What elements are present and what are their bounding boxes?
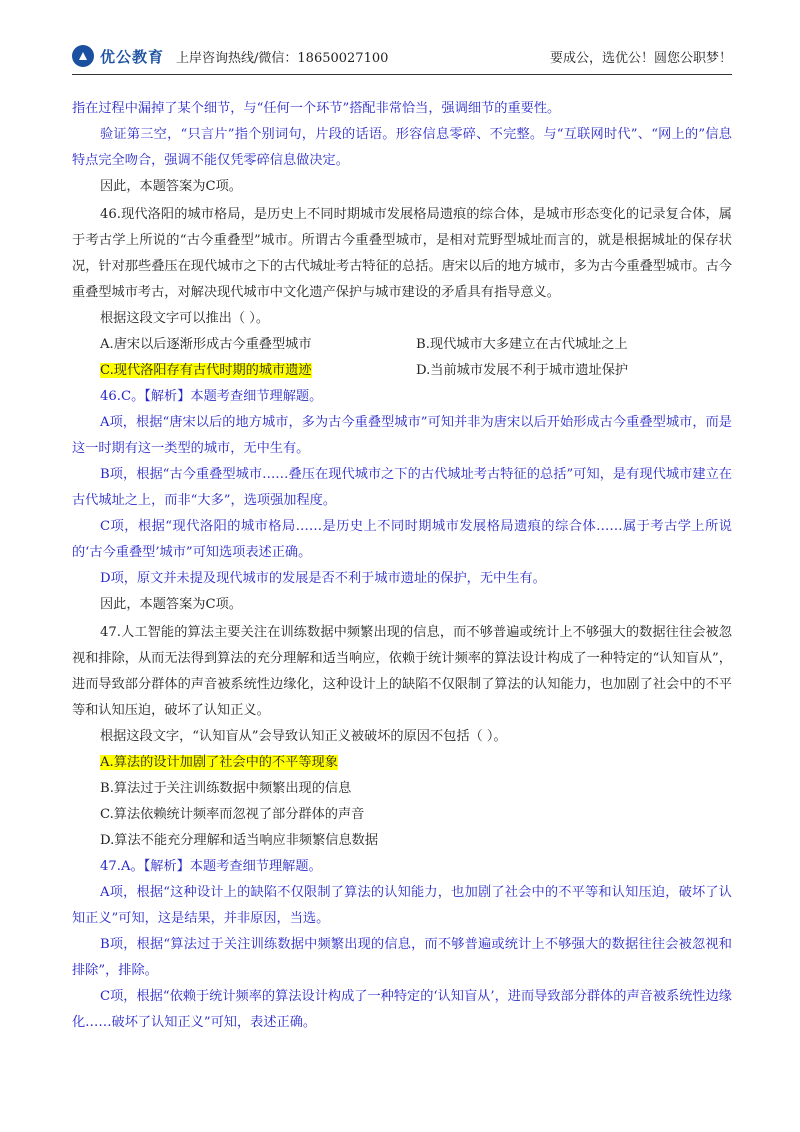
answer-47: 47.A。【解析】本题考查细节理解题。: [100, 859, 322, 874]
page-header: [72, 38, 732, 75]
explanation-paragraph: 验证第三空，“只言片”指个别词句，片段的话语。形容信息零碎、不完整。与“互联网时代”、“网上的”信息特点完全吻合，强调不能仅凭零碎信息做决定。: [72, 127, 732, 168]
option-d: D.算法不能充分理解和适当响应非频繁信息数据: [100, 833, 379, 848]
option-c: C.算法依赖统计频率而忽视了部分群体的声音: [100, 807, 365, 822]
option-b: B.算法过于关注训练数据中频繁出现的信息: [100, 781, 352, 796]
conclusion-text: 因此，本题答案为C项。: [100, 597, 242, 612]
explanation-a: A项，根据“这种设计上的缺陷不仅限制了算法的认知能力，也加剧了社会中的不平等和认知压迫，破坏了认知正义”可知，这是结果，并非原因，当选。: [72, 885, 732, 926]
explanation-b: B项，根据“古今重叠型城市……叠压在现代城市之下的古代城址考古特征的总括”可知，是有现代城市建立在古代城址之上，而非“大多”，选项强加程度。: [72, 467, 732, 508]
conclusion-text: 因此，本题答案为C项。: [100, 179, 242, 194]
slogan-text: 要成公，选优公！圆您公职梦！: [549, 50, 732, 66]
question-47-stem: 47.人工智能的算法主要关注在训练数据中频繁出现的信息，而不够普遍或统计上不够强大的数据往往会被忽视和排除，从而无法得到算法的充分理解和适当响应，依赖于统计频率的算法设计构成了一种特定的“认知盲从”，进而导致部分群体的声音被系统性边缘化，这种设计上的缺陷不仅限制了算法的认知能力，也加剧了社会中的不平等和认知压迫，破坏了认知正义。: [72, 625, 732, 718]
option-b: B.现代城市大多建立在古代城址之上: [416, 337, 628, 352]
explanation-c: C项，根据“依赖于统计频率的算法设计构成了一种特定的‘认知盲从’，进而导致部分群体的声音被系统性边缘化……破坏了认知正义”可知，表述正确。: [72, 989, 732, 1030]
logo-icon: [72, 45, 94, 67]
option-a-highlighted: A.算法的设计加剧了社会中的不平等现象: [100, 755, 338, 770]
option-a: A.唐宋以后逐渐形成古今重叠型城市: [100, 337, 312, 352]
hotline-text: 上岸咨询热线/微信：18650027100: [176, 50, 389, 66]
explanation-b: B项，根据“算法过于关注训练数据中频繁出现的信息，而不够普遍或统计上不够强大的数据往往会被忽视和排除”，排除。: [72, 937, 732, 978]
question-46-options-row: [72, 358, 732, 384]
option-d: D.当前城市发展不利于城市遗址保护: [416, 363, 629, 378]
question-46-stem: 46.现代洛阳的城市格局，是历史上不同时期城市发展格局遗痕的综合体，是城市形态变化的记录复合体，属于考古学上所说的“古今重叠型”城市。所谓古今重叠型城市，是相对荒野型城址而言的，就是根据城址的保存状况，针对那些叠压在现代城市之下的古代城址考古特征的总括。唐宋以后的地方城市，多为古今重叠型城市。古今重叠型城市考古，对解决现代城市中文化遗产保护与城市建设的矛盾具有指导意义。: [72, 207, 732, 300]
option-c-container: [100, 358, 416, 384]
explanation-a: A项，根据“唐宋以后的地方城市，多为古今重叠型城市”可知并非为唐宋以后开始形成古今重叠型城市，而是这一时期有这一类型的城市，无中生有。: [72, 415, 732, 456]
question-46-prompt: 根据这段文字可以推出（ ）。: [100, 311, 270, 326]
question-47-prompt: 根据这段文字，“认知盲从”会导致认知正义被破坏的原因不包括（ ）。: [100, 729, 507, 744]
brand: [72, 45, 388, 67]
explanation-d: D项，原文并未提及现代城市的发展是否不利于城市遗址的保护，无中生有。: [100, 571, 546, 586]
question-46-options-row: [72, 332, 732, 358]
option-a-container: [72, 750, 732, 776]
page-content: [72, 96, 732, 1036]
answer-46: 46.C。【解析】本题考查细节理解题。: [100, 389, 323, 404]
logo-text: 优公教育: [100, 47, 165, 66]
explanation-c: C项，根据“现代洛阳的城市格局……是历史上不同时期城市发展格局遗痕的综合体……属于考古学上所说的‘古今重叠型’城市”可知选项表述正确。: [72, 519, 732, 560]
explanation-paragraph: 指在过程中漏掉了某个细节，与“任何一个环节”搭配非常恰当，强调细节的重要性。: [72, 101, 561, 116]
option-c-highlighted: C.现代洛阳存有古代时期的城市遗迹: [100, 363, 312, 378]
